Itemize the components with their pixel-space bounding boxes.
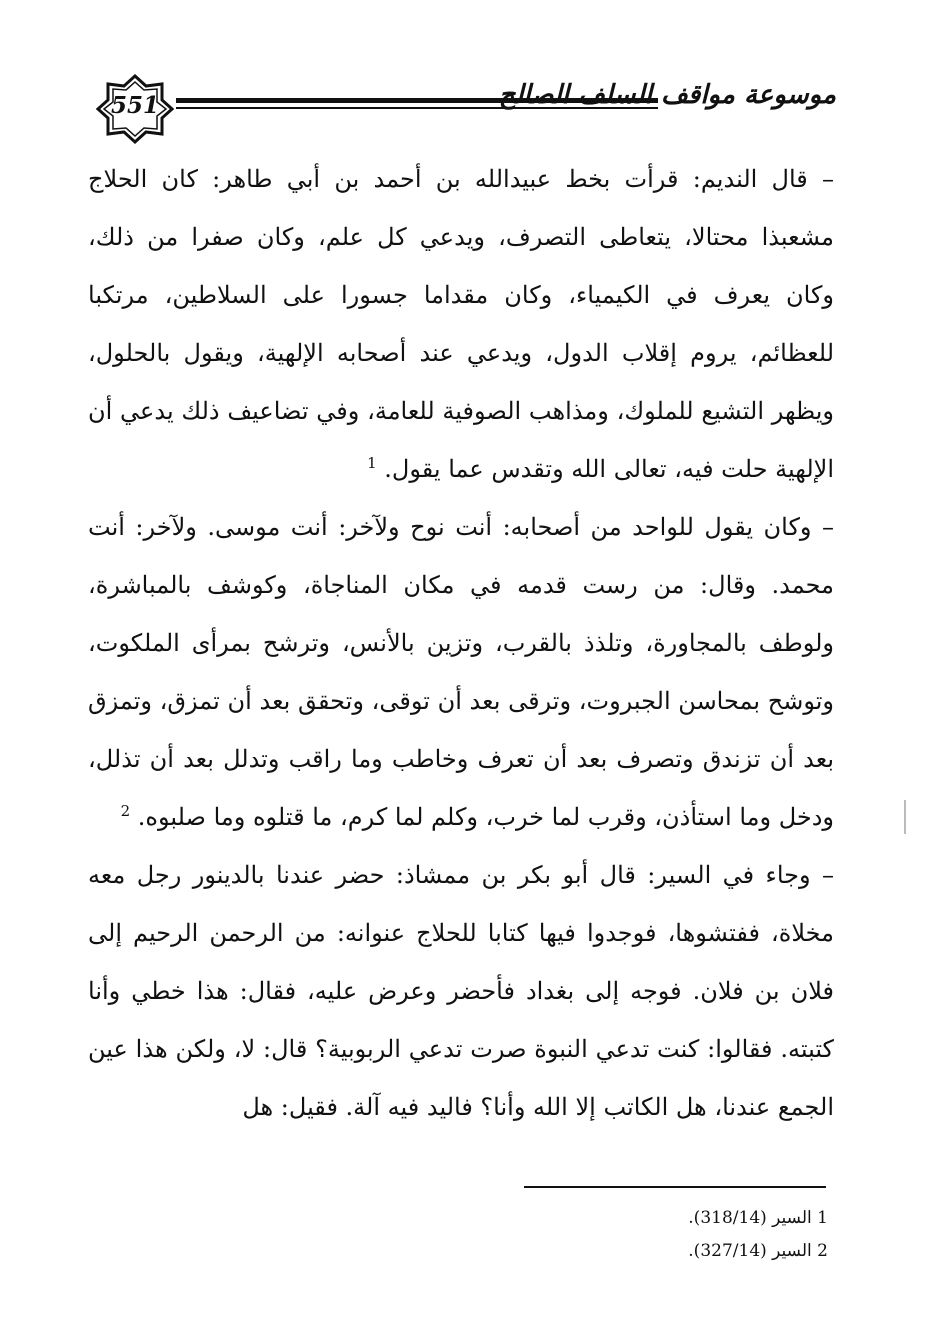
paragraph-1 bbox=[88, 150, 834, 498]
footnote-1 bbox=[520, 1202, 828, 1235]
footnote-rule bbox=[524, 1186, 826, 1188]
footnote-number: 1 bbox=[817, 1208, 828, 1228]
paragraph-2 bbox=[88, 498, 834, 846]
footnote-text: السير (327/14). bbox=[688, 1241, 812, 1261]
margin-mark bbox=[904, 800, 906, 834]
paragraph-text: – وجاء في السير: قال أبو بكر بن ممشاذ: حضر عندنا بالدينور رجل معه مخلاة، ففتشوها، فوجدوا فيها كتابا للحلاج عنوانه: من الرحمن الرحيم إلى فلان بن فلان. فوجه إلى بغداد فأحضر وعرض عليه، فقال: هذا خطي وأنا كتبته. فقالوا: كنت تدعي النبوة صرت تدعي الربوبية؟ قال: لا، ولكن هذا عين الجمع عندنا، هل الكاتب إلا الله وأنا؟ فاليد فيه آلة. فقيل: هل bbox=[88, 861, 834, 1121]
footnote-2 bbox=[520, 1235, 828, 1268]
running-title: موسوعة مواقف السلف الصالح bbox=[498, 80, 836, 110]
paragraph-3 bbox=[88, 846, 834, 1136]
body-text bbox=[88, 150, 834, 1136]
footnote-number: 2 bbox=[817, 1241, 828, 1261]
footnote-ref[interactable]: 2 bbox=[120, 802, 131, 820]
paragraph-text: – وكان يقول للواحد من أصحابه: أنت نوح ولآخر: أنت موسى. ولآخر: أنت محمد. وقال: من رست قدمه في مكان المناجاة، وكوشف بالمباشرة، ولوطف بالمجاورة، وتلذذ بالقرب، وتزين بالأنس، وترشح بمرأى الملكوت، وتوشح بمحاسن الجبروت، وترقى بعد أن توقى، وتحقق بعد أن تمزق، وتمزق بعد أن تزندق وتصرف بعد أن تعرف وخاطب وما راقب وتدلل بعد أن تذلل، ودخل وما استأذن، وقرب لما خرب، وكلم لما كرم، ما قتلوه وما صلبوه. bbox=[88, 513, 834, 831]
page-number: 551 bbox=[110, 92, 159, 119]
footnotes bbox=[520, 1202, 828, 1268]
footnote-ref[interactable]: 1 bbox=[367, 454, 377, 472]
page-number-badge bbox=[96, 74, 174, 144]
page-header bbox=[96, 74, 836, 144]
paragraph-text: – قال النديم: قرأت بخط عبيدالله بن أحمد بن أبي طاهر: كان الحلاج مشعبذا محتالا، يتعاطى التصرف، ويدعي كل علم، وكان صفرا من ذلك، وكان يعرف في الكيمياء، وكان مقداما جسورا على السلاطين، مرتكبا للعظائم، يروم إقلاب الدول، ويدعي عند أصحابه الإلهية، ويقول بالحلول، ويظهر التشيع للملوك، ومذاهب الصوفية للعامة، وفي تضاعيف ذلك يدعي أن الإلهية حلت فيه، تعالى الله وتقدس عما يقول. bbox=[88, 165, 834, 483]
footnote-text: السير (318/14). bbox=[688, 1208, 812, 1228]
